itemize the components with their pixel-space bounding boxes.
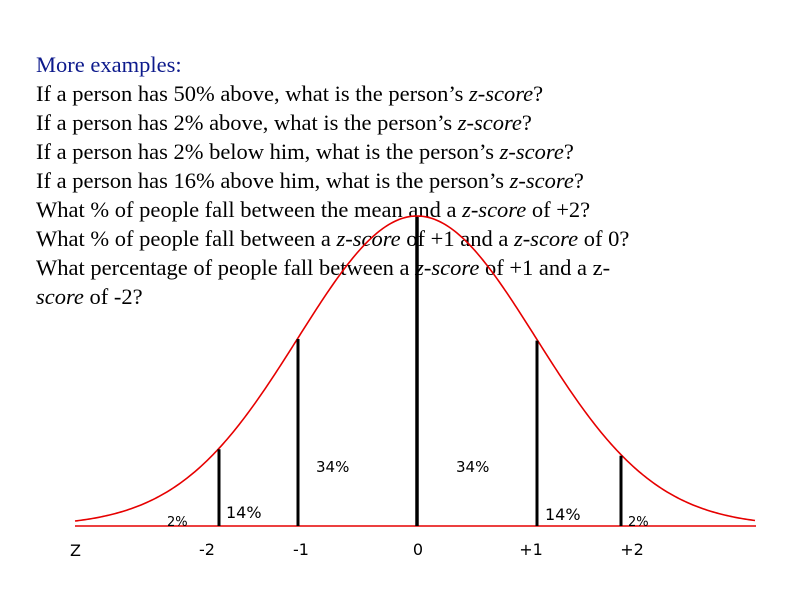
- question-term: z-score: [462, 197, 527, 222]
- question-text: of +1 and a: [400, 226, 514, 251]
- tick-minus-1: -1: [293, 540, 309, 559]
- region-label-right-center: 34%: [456, 458, 490, 476]
- question-text: If a person has 2% above, what is the person’s: [36, 110, 458, 135]
- tick-zero: 0: [412, 540, 424, 559]
- question-text: What percentage of people fall between a: [36, 255, 416, 280]
- tick-plus-2: +2: [620, 540, 644, 559]
- question-text: of 0?: [578, 226, 630, 251]
- question-term: z-score: [457, 110, 522, 135]
- question-text: ?: [533, 81, 544, 106]
- region-label-right-tail: 2%: [628, 515, 649, 530]
- region-label-left-center: 34%: [316, 458, 350, 476]
- question-term: z-score: [499, 139, 564, 164]
- region-label-right-mid: 14%: [545, 505, 581, 524]
- bell-curve: [75, 216, 755, 521]
- region-label-left-tail: 2%: [167, 515, 188, 530]
- question-text: What % of people fall between a: [36, 226, 337, 251]
- question-text: What % of people fall between the mean and a: [36, 197, 463, 222]
- question-term: z-score: [513, 226, 579, 251]
- question-text: If a person has 2% below him, what is the person’s: [36, 139, 500, 164]
- question-text: If a person has 16% above him, what is the person’s: [36, 168, 510, 193]
- tick-plus-1: +1: [519, 540, 543, 559]
- question-text: If a person has 50% above, what is the person’s: [36, 81, 470, 106]
- question-term: z-score: [509, 168, 574, 193]
- axis-label-z: Z: [70, 541, 81, 560]
- region-label-left-mid: 14%: [226, 503, 262, 522]
- question-text: ?: [521, 110, 532, 135]
- question-term: z-score: [415, 255, 480, 280]
- question-text: of +1 and a z-: [479, 255, 611, 280]
- question-term: score: [36, 284, 84, 309]
- question-text: ?: [563, 139, 574, 164]
- question-term: z-score: [469, 81, 534, 106]
- question-text: ?: [573, 168, 584, 193]
- tick-minus-2: -2: [199, 540, 215, 559]
- question-text: of +2?: [526, 197, 591, 222]
- intro-heading: More examples:: [36, 52, 182, 77]
- question-term: z-score: [336, 226, 401, 251]
- question-text: of -2?: [83, 284, 143, 309]
